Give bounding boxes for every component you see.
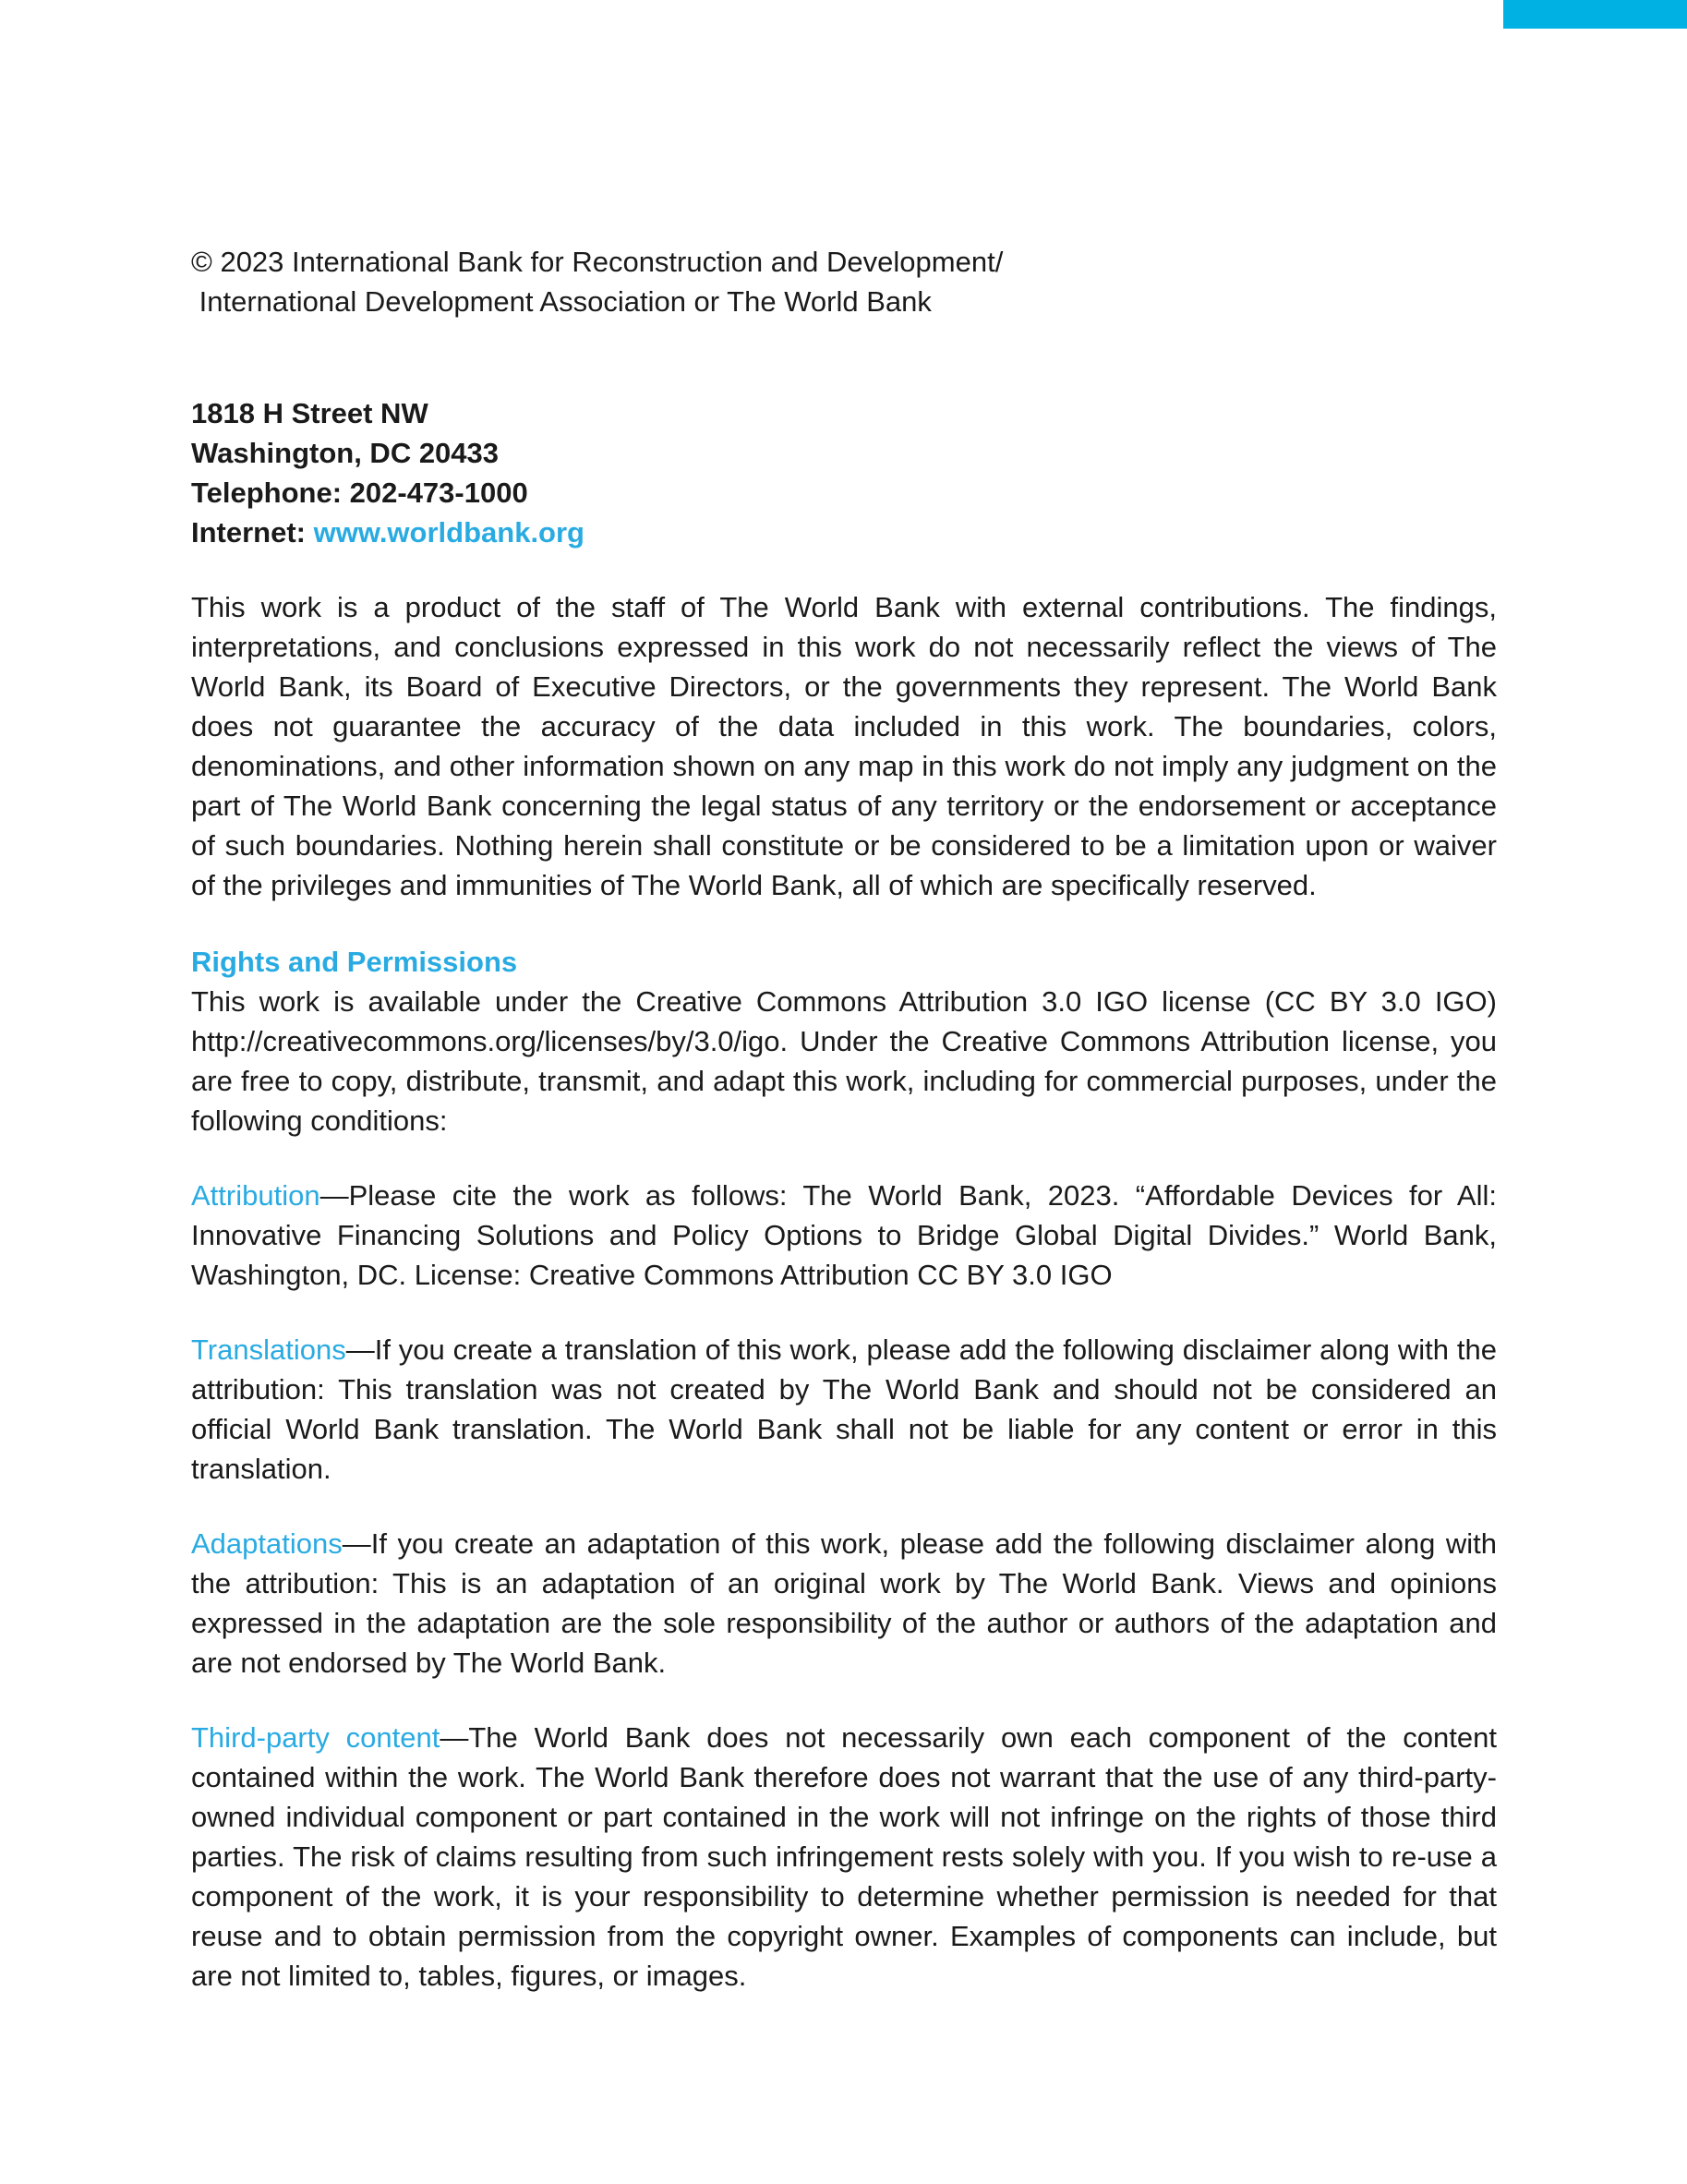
page-content	[191, 0, 1497, 1996]
attribution-lead: Attribution	[191, 1179, 320, 1212]
third-party-content-paragraph	[191, 1718, 1497, 1996]
copyright-line-1: © 2023 International Bank for Reconstruction and Development/	[191, 246, 1004, 278]
address-block	[191, 393, 1497, 552]
address-telephone: Telephone: 202-473-1000	[191, 477, 528, 509]
translations-paragraph	[191, 1330, 1497, 1489]
copyright-block	[191, 242, 1497, 321]
translations-lead: Translations	[191, 1333, 346, 1366]
third-party-content-body: —The World Bank does not necessarily own each component of the content contained within the work. The World Bank therefore does not warrant that the use of any third-party-owned individual component or part contained in the work will not infringe on the rights of those third parties. The risk of claims resulting from such infringement rests solely with you. If you wish to re-use a component of the work, it is your responsibility to determine whether permission is needed for that reuse and to obtain permission from the copyright owner. Examples of components can include, but are not limited to, tables, figures, or images.	[191, 1721, 1497, 1992]
attribution-paragraph	[191, 1176, 1497, 1295]
disclaimer-paragraph: This work is a product of the staff of The World Bank with external contributions. The findings, interpretations, and conclusions expressed in this work do not necessarily reflect the views of The World Bank, its Board of Executive Directors, or the governments they represent. The World Bank does not guarantee the accuracy of the data included in this work. The boundaries, colors, denominations, and other information shown on any map in this work do not imply any judgment on the part of The World Bank concerning the legal status of any territory or the endorsement or acceptance of such boundaries. Nothing herein shall constitute or be considered to be a limitation upon or waiver of the privileges and immunities of The World Bank, all of which are specifically reserved.	[191, 591, 1497, 901]
attribution-body: —Please cite the work as follows: The World Bank, 2023. “Affordable Devices for All: Innovative Financing Solutions and Policy Options to Bridge Global Digital Divides.” World Bank, Washington, DC. License: Creative Commons Attribution CC BY 3.0 IGO	[191, 1179, 1497, 1291]
third-party-content-lead: Third-party content	[191, 1721, 440, 1754]
top-accent-bar	[1503, 0, 1687, 29]
copyright-line-2: International Development Association or The World Bank	[191, 285, 932, 318]
license-paragraph: This work is available under the Creative Commons Attribution 3.0 IGO license (CC BY 3.0 IGO) http://creativecommons.org/licenses/by/3.0/igo. Under the Creative Commons Attribution license, you are free to copy, distribute, transmit, and adapt this work, including for commercial purposes, under the following conditions:	[191, 985, 1497, 1137]
internet-label: Internet:	[191, 516, 314, 549]
translations-body: —If you create a translation of this work, please add the following disclaimer along with the attribution: This translation was not created by The World Bank and should not be considered an official World Bank translation. The World Bank shall not be liable for any content or error in this translation.	[191, 1333, 1497, 1485]
adaptations-body: —If you create an adaptation of this work, please add the following disclaimer along with the attribution: This is an adaptation of an original work by The World Bank. Views and opinions expressed in the adaptation are the sole responsibility of the author or authors of the adaptation and are not endorsed by The World Bank.	[191, 1527, 1497, 1679]
adaptations-lead: Adaptations	[191, 1527, 343, 1560]
address-street: 1818 H Street NW	[191, 397, 428, 429]
rights-permissions-heading: Rights and Permissions	[191, 946, 518, 978]
address-city: Washington, DC 20433	[191, 437, 500, 469]
adaptations-paragraph	[191, 1524, 1497, 1683]
address-internet-line	[191, 513, 1497, 552]
rights-permissions-block	[191, 942, 1497, 1140]
worldbank-link[interactable]: www.worldbank.org	[313, 516, 584, 549]
